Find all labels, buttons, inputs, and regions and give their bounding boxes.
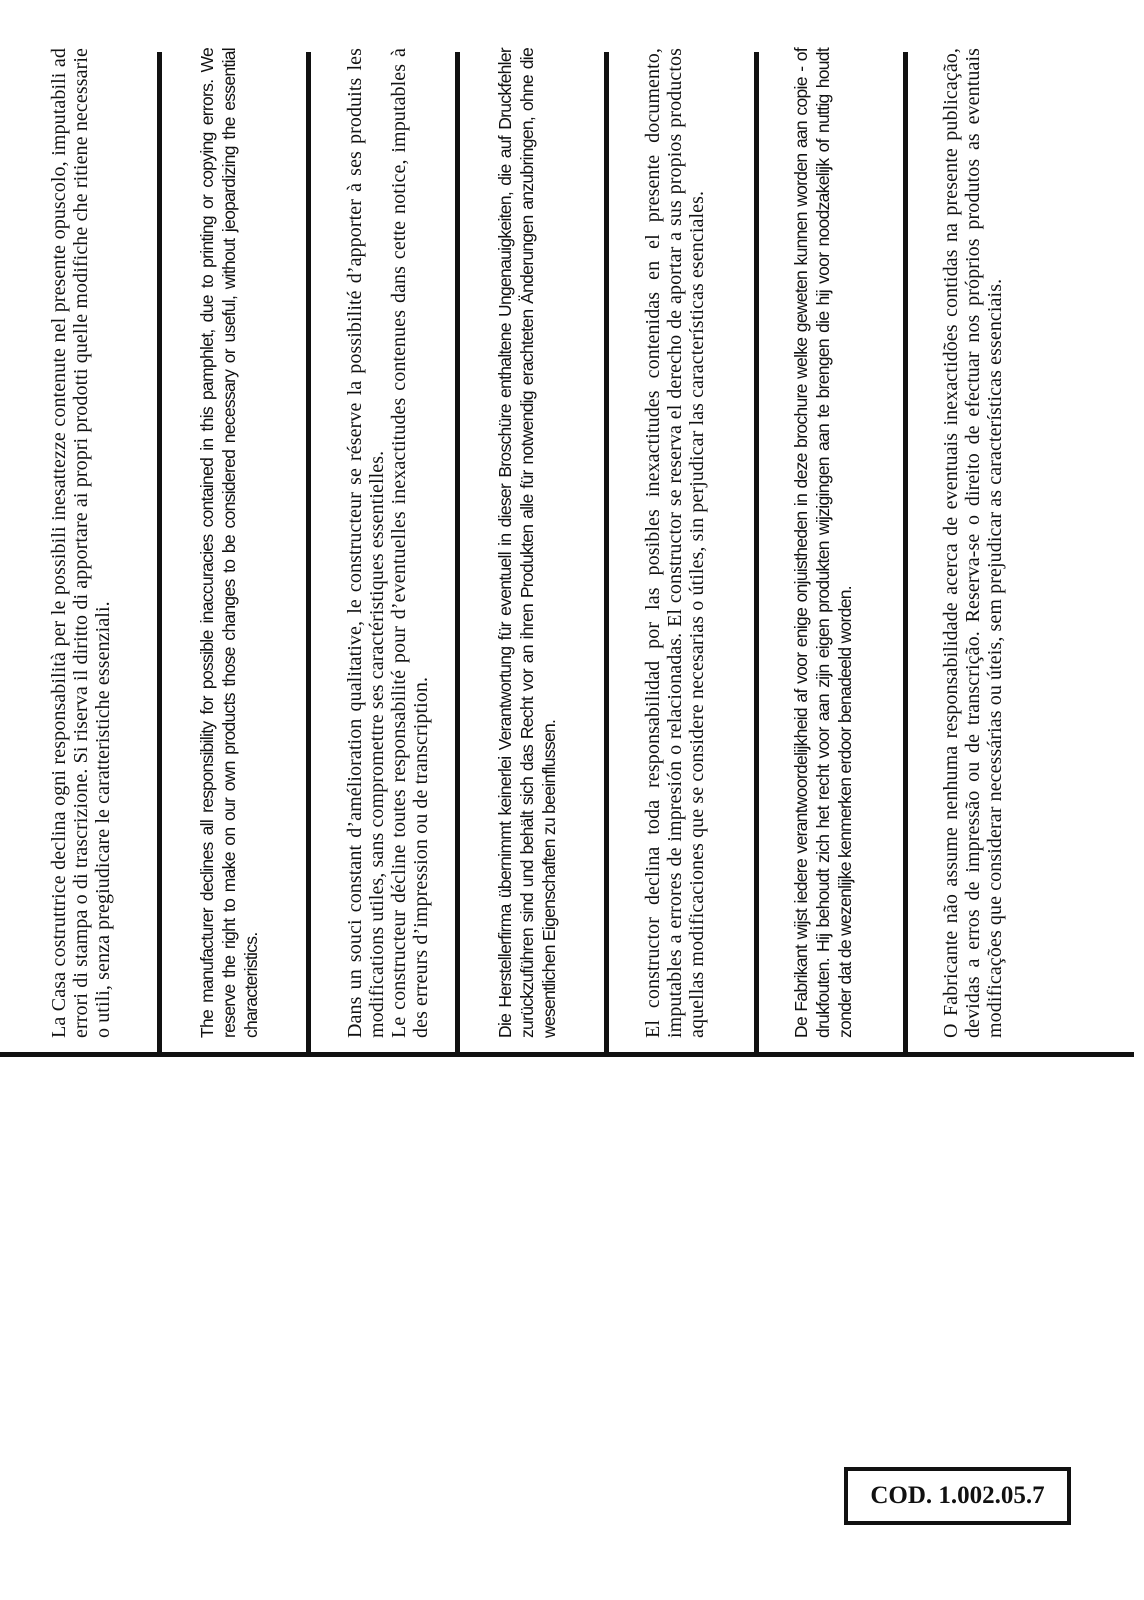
- disclaimer-column-es: [642, 48, 746, 1038]
- disclaimer-column-it: [48, 48, 152, 1038]
- disclaimer-text-nl: De Fabrikant wijst iedere verantwoordelijkheid af voor enige onjuistheden in deze brochure welke geweten kunnen worden aan copie - of drukfouten. Hij behoudt zich het recht voor aan zijn eigen produkten wijzigingen aan te brengen die hij voor noodzakelijk of nuttig houdt zonder dat de wezenlijke kenmerken erdoor benadeeld worden.: [791, 48, 855, 1038]
- disclaimer-text-fr: Dans un souci constant d’amélioration qualitative, le constructeur se réserve la possibilité d’apporter à ses produits les modifications utiles, sans compromettre ses caractéristiques essentielles.: [344, 48, 388, 1038]
- column-divider: [157, 52, 162, 1054]
- disclaimer-text-de: Die Herstellerfirma übernimmt keinerlei Verantwortung für eventuell in dieser Broschüre enthaltene Ungenauigkeiten, die auf Druckfehler zurückzuführen sind und behält sich das Recht vor an ihren Produkten alle für notwendig erachteten Änderungen anzubringen, ohne die wesentlichen Eigenschaften zu beeinflussen.: [495, 48, 559, 1038]
- column-divider: [455, 52, 460, 1054]
- disclaimer-column-pt: [940, 48, 1044, 1038]
- disclaimer-column-fr: [344, 48, 448, 1038]
- column-divider: [754, 52, 759, 1054]
- disclaimer-column-de: [494, 48, 598, 1038]
- disclaimer-text-fr-2: Le constructeur décline toutes responsabilité pour d’eventuelles inexactitudes contenues dans cette notice, imputables à des erreurs d’impression ou de transcription.: [388, 48, 432, 1038]
- disclaimer-text-en: The manufacturer declines all responsibility for possible inaccuracies contained in this pamphlet, due to printing or copying errors. We reserve the right to make on our own products those changes to be considered necessary or useful, without jeopardizing the essential characteristics.: [197, 48, 261, 1038]
- document-code-box: [844, 1467, 1071, 1525]
- column-divider: [604, 52, 609, 1054]
- column-divider: [903, 52, 908, 1054]
- document-code: COD. 1.002.05.7: [870, 1482, 1045, 1509]
- disclaimer-column-nl: [790, 48, 894, 1038]
- disclaimer-text-es: El constructor declina toda responsabilidad por las posibles inexactitudes contenidas en el presente documento, imputables a errores de impresión o relacionadas. El constructor se reserva el derecho de aportar a sus propios productos aquellas modificaciones que se considere necesarias o útiles, sin perjudicar las características esenciales.: [642, 48, 708, 1038]
- disclaimer-column-en: [196, 48, 300, 1038]
- disclaimer-text-pt: O Fabricante não assume nenhuma responsabilidade acerca de eventuais inexactidões contidas na presente publicação, devidas a erros de impressão ou de transcrição. Reserva-se o direito de efectuar nos próprios produtos as eventuais modificações que considerar necessárias ou úteis, sem prejudicar as características essenciais.: [940, 48, 1006, 1038]
- column-divider: [306, 52, 311, 1054]
- disclaimer-text-it: La Casa costruttrice declina ogni responsabilità per le possibili inesattezze contenute nel presente opuscolo, imputabili ad errori di stampa o di trascrizione. Si riserva il diritto di apportare ai propri prodotti quelle modifiche che ritiene necessarie o utili, senza pregiudicare le caratteristiche essenziali.: [48, 48, 114, 1038]
- table-base-rule: [0, 1052, 1134, 1057]
